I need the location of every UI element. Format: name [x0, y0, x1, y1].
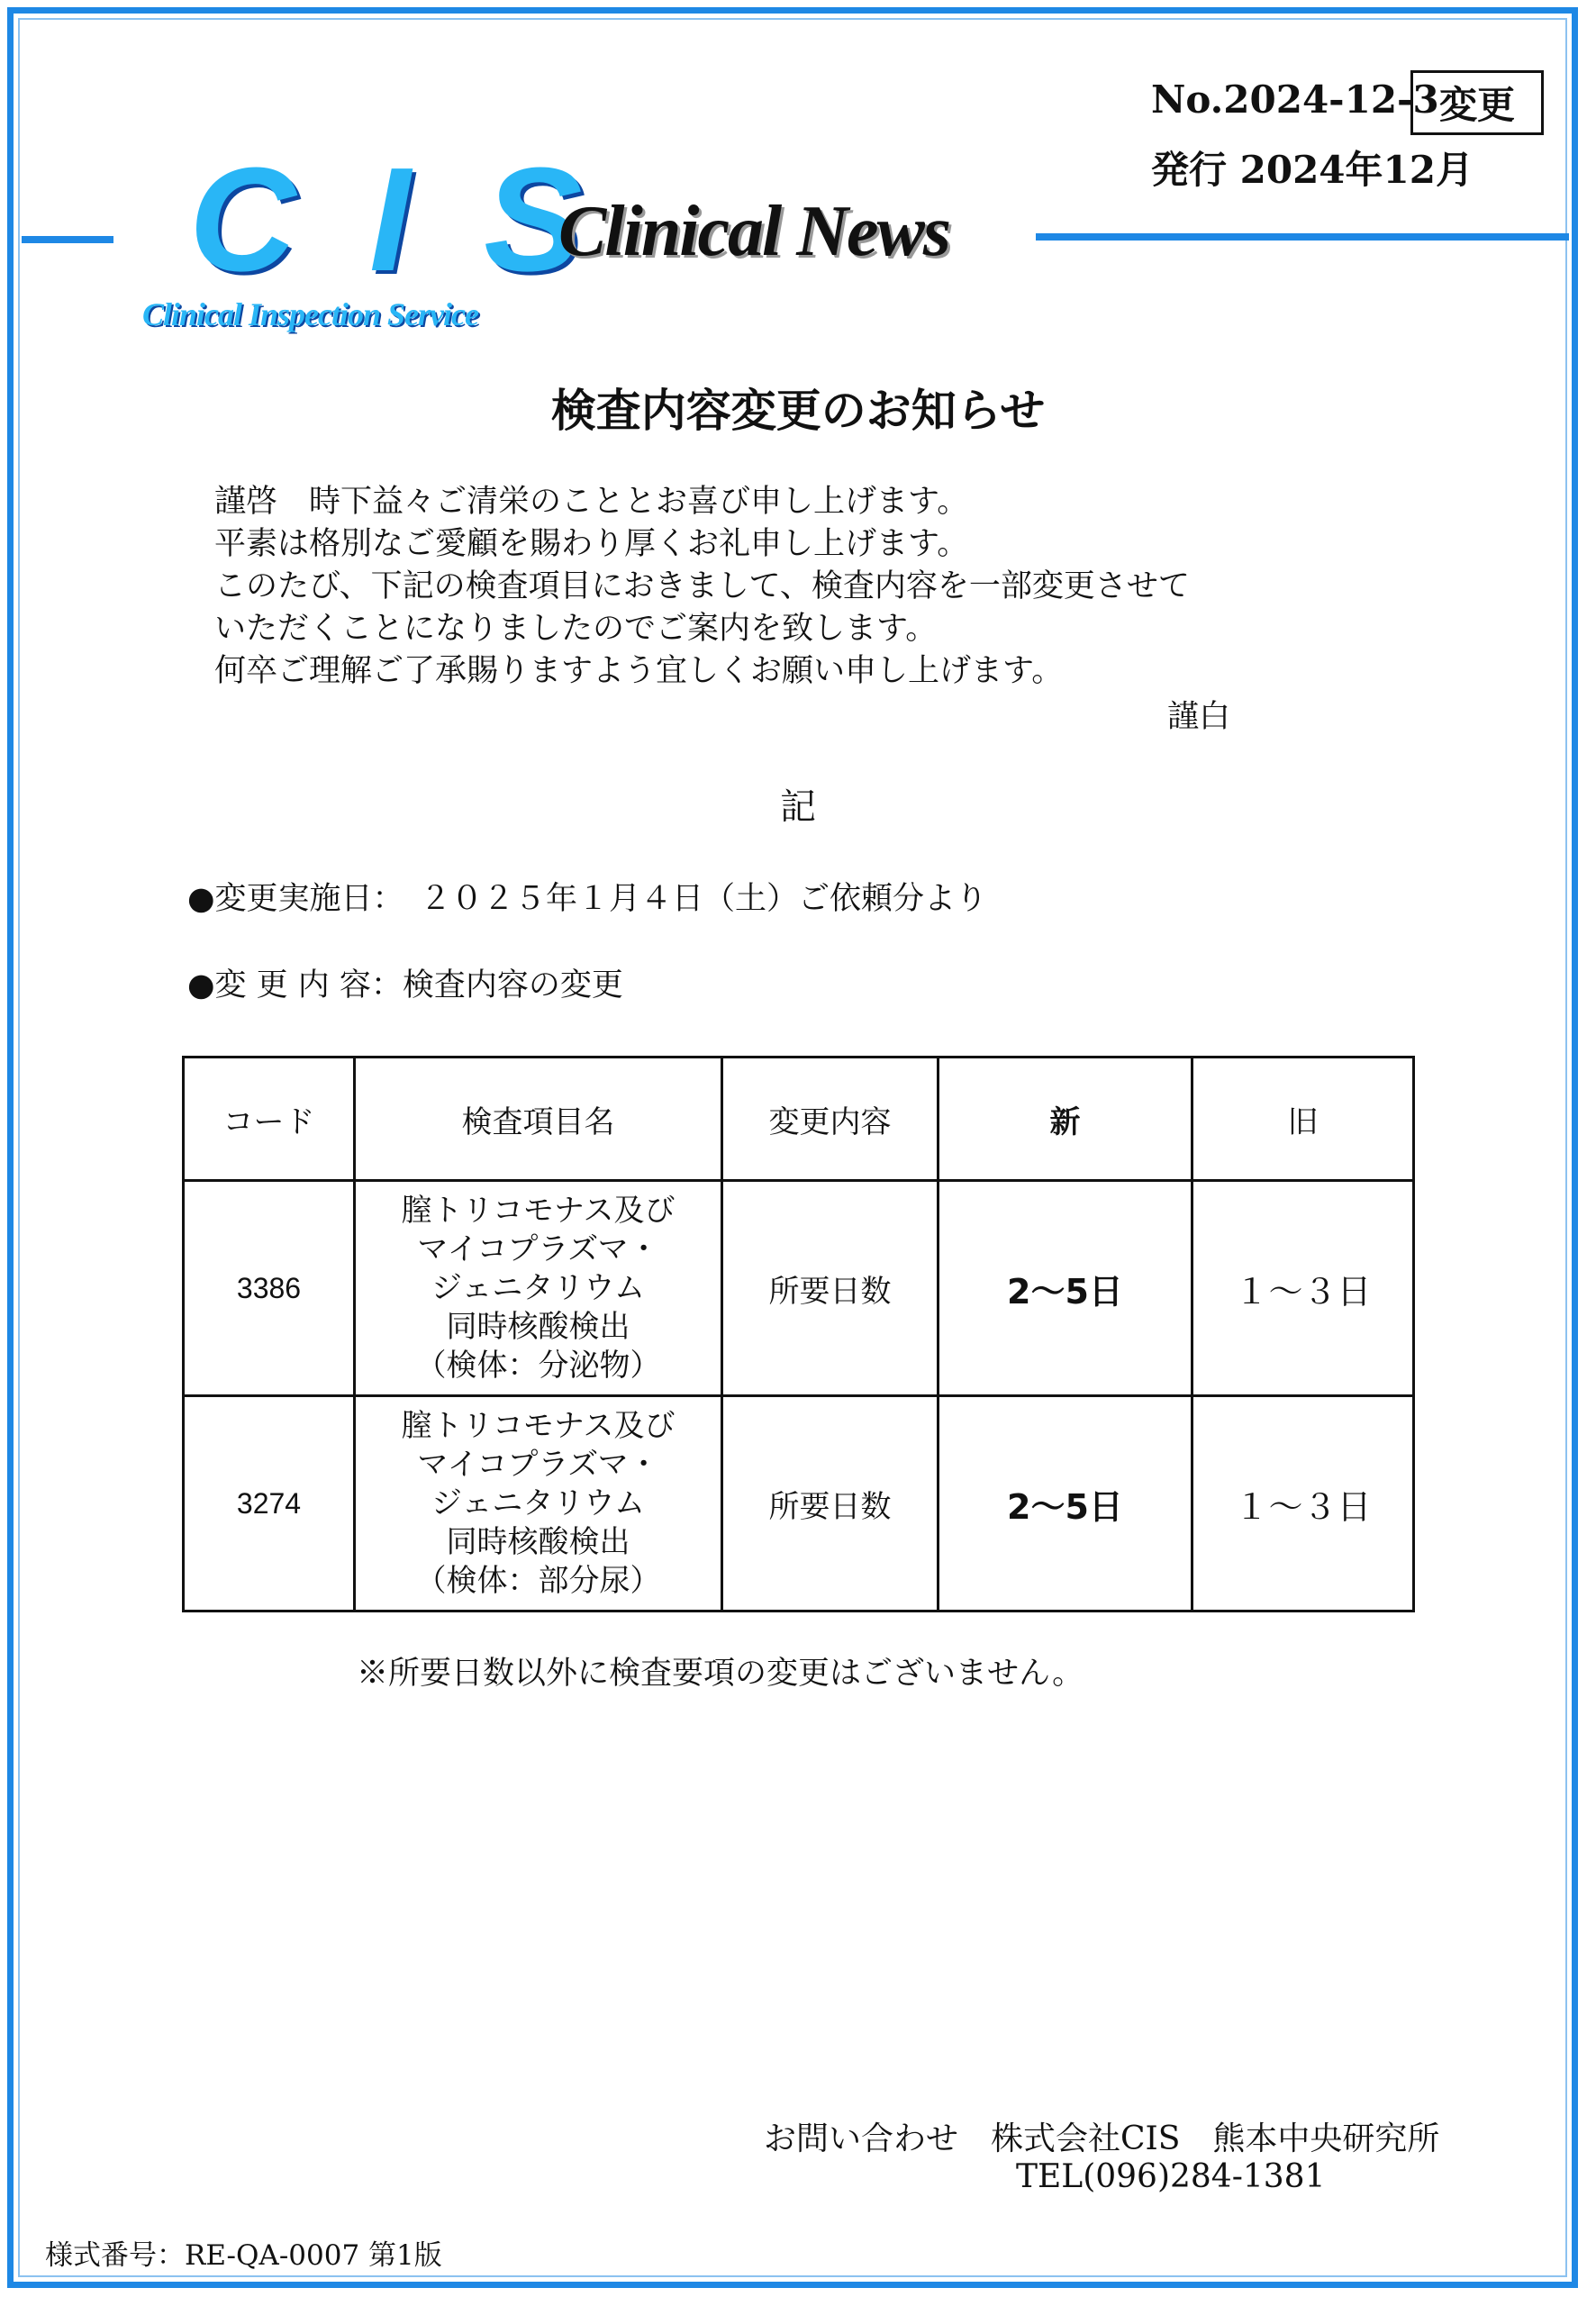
- effective-date: ●変更実施日： ２０２５年１月４日（土）ご依頼分より: [187, 881, 988, 917]
- test-name-line: （検体：分泌物）: [415, 1347, 661, 1384]
- header-old: 旧: [1192, 1058, 1414, 1181]
- notice-body: [214, 481, 1190, 693]
- header-code: コード: [184, 1058, 355, 1181]
- test-name-line: 膣トリコモナス及び: [401, 1192, 676, 1229]
- change-content: ●変 更 内 容：検査内容の変更: [187, 967, 623, 1003]
- table-row: [184, 1396, 1414, 1611]
- cis-logo-subtitle: Clinical Inspection Service: [142, 296, 478, 332]
- body-line: 何卒ご理解ご了承賜りますよう宜しくお願い申し上げます。: [214, 653, 1064, 689]
- test-name-line: マイコプラズマ・: [417, 1230, 659, 1267]
- cis-logo: C I S: [189, 137, 599, 302]
- cell-test-name: [355, 1181, 722, 1396]
- body-line: 平素は格別なご愛顧を賜わり厚くお礼申し上げます。: [214, 526, 969, 562]
- test-name-line: 同時核酸検出: [446, 1523, 630, 1560]
- header-rule-left: [22, 236, 113, 243]
- cell-change: 所要日数: [722, 1181, 939, 1396]
- header-test-name: 検査項目名: [355, 1058, 722, 1181]
- test-name-line: ジェニタリウム: [431, 1484, 645, 1521]
- test-name-line: 同時核酸検出: [446, 1308, 630, 1345]
- form-number: 様式番号：RE-QA-0007 第1版: [45, 2239, 442, 2272]
- test-name-line: （検体：部分尿）: [415, 1562, 661, 1599]
- document-type-badge: 変更: [1410, 70, 1544, 135]
- cell-code: 3274: [184, 1396, 355, 1611]
- cell-change: 所要日数: [722, 1396, 939, 1611]
- test-name-line: ジェニタリウム: [431, 1269, 645, 1306]
- contact-tel: TEL(096)284-1381: [1016, 2158, 1326, 2195]
- notice-title: 検査内容変更のお知らせ: [550, 384, 1046, 437]
- cell-old: １～３日: [1192, 1396, 1414, 1611]
- ki-marker: 記: [780, 786, 816, 828]
- header-rule-right: [1036, 233, 1569, 241]
- body-line: 謹啓 時下益々ご清栄のこととお喜び申し上げます。: [214, 484, 969, 520]
- cell-new: 2～5日: [939, 1181, 1192, 1396]
- closing-salutation: 謹白: [1167, 699, 1231, 735]
- test-name-line: 膣トリコモナス及び: [401, 1407, 676, 1444]
- cell-new: 2～5日: [939, 1396, 1192, 1611]
- table-note: ※所要日数以外に検査要項の変更はございません。: [357, 1656, 1084, 1692]
- table-row: [184, 1181, 1414, 1396]
- cell-old: １～３日: [1192, 1181, 1414, 1396]
- issue-date: 発行 2024年12月: [1151, 148, 1474, 192]
- cell-test-name: [355, 1396, 722, 1611]
- body-line: このたび、下記の検査項目におきまして、検査内容を一部変更させて: [214, 568, 1190, 604]
- header-new: 新: [939, 1058, 1192, 1181]
- cell-code: 3386: [184, 1181, 355, 1396]
- body-line: いただくことになりましたのでご案内を致します。: [214, 611, 938, 647]
- test-name-line: マイコプラズマ・: [417, 1446, 659, 1483]
- newsletter-title: Clinical News: [558, 192, 950, 271]
- contact-line: お問い合わせ 株式会社CIS 熊本中央研究所: [764, 2120, 1440, 2157]
- document-number: No.2024-12-3: [1151, 77, 1439, 122]
- change-table: [182, 1056, 1415, 1612]
- header-change: 変更内容: [722, 1058, 939, 1181]
- table-header-row: [184, 1058, 1414, 1181]
